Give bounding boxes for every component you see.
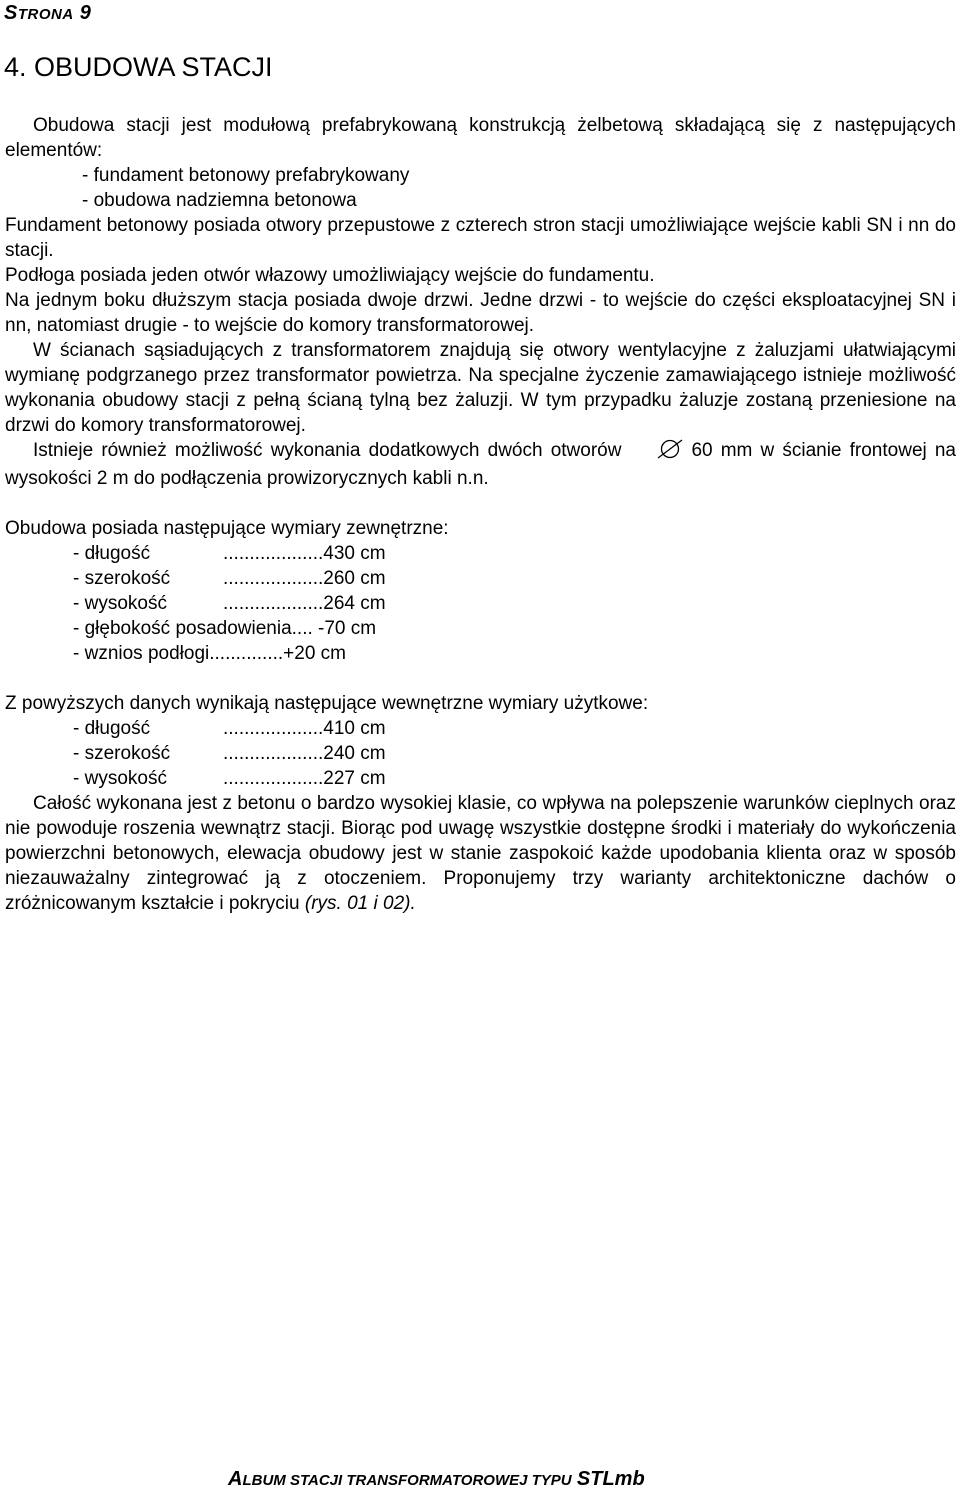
- dimension-value: ...................260 cm: [223, 568, 386, 589]
- dimension-value: ..............+20 cm: [209, 643, 346, 664]
- dimension-value: .... -70 cm: [291, 618, 377, 639]
- closing-paragraph: [5, 791, 956, 916]
- dimension-row: [5, 591, 956, 616]
- dimension-value: ...................264 cm: [223, 593, 386, 614]
- list-item: - fundament betonowy prefabrykowany: [82, 165, 410, 186]
- document-body: [5, 113, 956, 916]
- closing-text: Całość wykonana jest z betonu o bardzo wysokiej klasie, co wpływa na polepszenie warunków cieplnych oraz nie powoduje roszenia wewnątrz stacji. Biorąc pod uwagę wszystkie dostępne środki i materiały do wykończenia powierzchni betonowych, elewacja obudowy jest w stanie zaspokoić każde upodobania klienta oraz w sposób niezauważalny zintegrować ją z otoczeniem. Proponujemy trzy warianty architektoniczne dachów o zróżnicowanym kształcie i pokryciu: [5, 793, 956, 914]
- footer-type: STLmb: [576, 1468, 645, 1490]
- openings-paragraph: [5, 438, 956, 491]
- dimension-row: [5, 541, 956, 566]
- footer-initial: A: [228, 1468, 243, 1490]
- internal-dimensions-heading: Z powyższych danych wynikają następujące wewnętrzne wymiary użytkowe:: [5, 693, 649, 714]
- dimension-label: - wysokość: [73, 593, 167, 614]
- dimension-row: [5, 716, 956, 741]
- external-dimensions-heading: Obudowa posiada następujące wymiary zewnętrzne:: [5, 518, 449, 539]
- dimension-row: [5, 741, 956, 766]
- dimension-label: - szerokość: [73, 568, 171, 589]
- doors-paragraph: Na jednym boku dłuższym stacja posiada dwoje drzwi. Jedne drzwi - to wejście do części eksploatacyjnej SN i nn, natomiast drugie - to wejście do komory transformatorowej.: [5, 290, 956, 336]
- dimension-label: - szerokość: [73, 743, 171, 764]
- dimension-row: [5, 766, 956, 791]
- dimension-label: - wysokość: [73, 768, 167, 789]
- footer-title: LBUM STACJI TRANSFORMATOROWEJ TYPU: [242, 1472, 572, 1489]
- openings-text-before: Istnieje również możliwość wykonania dodatkowych dwóch otworów: [33, 440, 622, 461]
- dimension-row: [5, 566, 956, 591]
- dimension-value: ...................227 cm: [223, 768, 386, 789]
- dimension-value: ...................410 cm: [223, 718, 386, 739]
- dimension-label: - długość: [73, 718, 151, 739]
- floor-paragraph: Podłoga posiada jeden otwór włazowy umożliwiający wejście do fundamentu.: [5, 265, 655, 286]
- foundation-paragraph: Fundament betonowy posiada otwory przepustowe z czterech stron stacji umożliwiające wejście kabli SN i nn do stacji.: [5, 215, 956, 261]
- page-number: 9: [79, 2, 92, 24]
- dimension-label: - wznios podłogi: [73, 643, 210, 664]
- diameter-icon: [627, 439, 685, 466]
- page-label-rest: TRONA: [17, 6, 74, 23]
- dimension-value: ...................430 cm: [223, 543, 386, 564]
- page-label-initial: S: [4, 2, 18, 24]
- dimension-row: [5, 641, 956, 666]
- page-header: [4, 2, 91, 25]
- dimension-label: - głębokość posadowienia: [73, 618, 292, 639]
- figure-reference: (rys. 01 i 02).: [304, 893, 416, 914]
- dimension-value: ...................240 cm: [223, 743, 386, 764]
- section-title: 4. OBUDOWA STACJI: [4, 52, 273, 82]
- intro-paragraph: Obudowa stacji jest modułową prefabrykowaną konstrukcją żelbetową składającą się z następujących elementów:: [5, 115, 956, 161]
- dimension-label: - długość: [73, 543, 151, 564]
- dimension-row: [5, 616, 956, 641]
- page-footer: [228, 1468, 645, 1491]
- list-item: - obudowa nadziemna betonowa: [82, 190, 357, 211]
- ventilation-paragraph: W ścianach sąsiadujących z transformatorem znajdują się otwory wentylacyjne z żaluzjami ułatwiającymi wymianę podgrzanego przez transformator powietrza. Na specjalne życzenie zamawiającego istnieje możliwość wykonania obudowy stacji z pełną ścianą tylną bez żaluzji. W tym przypadku żaluzje zostaną przeniesione na drzwi do komory transformatorowej.: [5, 340, 956, 436]
- openings-text-after: 60 mm w ścianie frontowej na wysokości 2 m do podłączenia prowizorycznych kabli n.n.: [5, 440, 956, 489]
